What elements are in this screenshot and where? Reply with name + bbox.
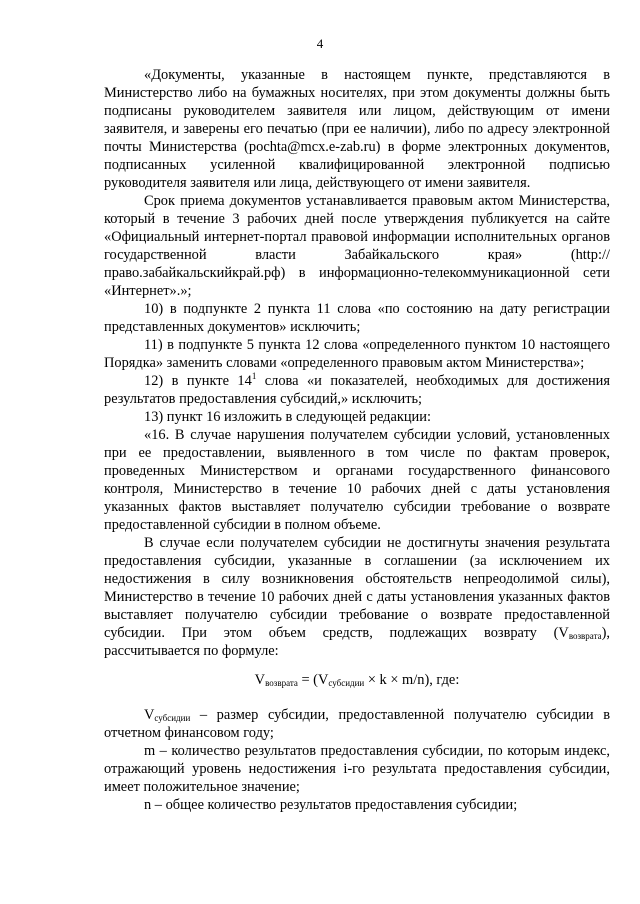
paragraph-item-12-superscript: 1 bbox=[251, 371, 257, 381]
definition-v-text: – размер субсидии, предоставленной получателю субсидии в отчетном финансовом году; bbox=[104, 707, 610, 741]
refund-formula bbox=[104, 671, 610, 689]
paragraph-documents-submission: «Документы, указанные в настоящем пункте, представляются в Министерство либо на бумажных носителях, при этом документы должны быть подписаны руководителем заявителя или лицом, действующим от имени заявителя, и заверены его печатью (при ее наличии), либо по адресу электронной почты Министерства (pochta@mcx.e-zab.ru) в форме электронных документов, подписанных усиленной квалифицированной электронной подписью руководителя заявителя или лица, действующего от имени заявителя. bbox=[104, 67, 610, 191]
paragraph-16-targets-text-b: ), рассчитывается по формуле: bbox=[104, 625, 610, 659]
formula-eq-open: = (V bbox=[297, 672, 329, 688]
formula-lhs-subscript: возврата bbox=[265, 678, 298, 688]
paragraph-item-11: 11) в подпункте 5 пункта 12 слова «определенного пунктом 10 настоящего Порядка» заменить словами «определенного правовым актом Министерства»; bbox=[104, 337, 610, 371]
definition-n: n – общее количество результатов предоставления субсидии; bbox=[144, 797, 518, 813]
paragraph-acceptance-period: Срок приема документов устанавливается правовым актом Министерства, который в течение 3 рабочих дней после утверждения публикуется на сайте «Официальный интернет-портал правовой информации исполнительных органов государственной власти Забайкальского края» (http://право.забайкальскийкрай.рф) в информационно-телекоммуникационной сети «Интернет».»; bbox=[104, 193, 610, 299]
paragraph-16-violation: «16. В случае нарушения получателем субсидии условий, установленных при ее предоставлении, выявленного в том числе по фактам проверок, проведенных Министерством и органами государственного финансового контроля, Министерство в течение 10 рабочих дней с даты установления указанных фактов выставляет получателю субсидии требование о возврате предоставленной субсидии в полном объеме. bbox=[104, 427, 610, 533]
definition-m: m – количество результатов предоставления субсидии, по которым индекс, отражающий уровень недостижения i-го результата предоставления субсидии, имеет положительное значение; bbox=[104, 743, 610, 795]
formula-rhs-subscript: субсидии bbox=[328, 678, 365, 688]
paragraph-16-targets-text-a: В случае если получателем субсидии не достигнуты значения результата предоставления субсидии, указанные в соглашении (за исключением их недостижения в силу возникновения обстоятельств непреодолимой силы), Министерство в течение 10 рабочих дней с даты установления указанных фактов выставляет получателю субсидии требование о возврате предоставленной субсидии. При этом объем средств, подлежащих возврату (V bbox=[104, 535, 610, 641]
page-number: 4 bbox=[316, 36, 324, 51]
paragraph-item-10: 10) в подпункте 2 пункта 11 слова «по состоянию на дату регистрации представленных документов» исключить; bbox=[104, 301, 610, 335]
paragraph-item-12-text-b: слова «и показателей, необходимых для достижения результатов предоставления субсидий,» исключить; bbox=[104, 373, 610, 407]
definition-v-subscript: субсидии bbox=[154, 713, 191, 723]
paragraph-item-12 bbox=[104, 372, 610, 408]
paragraph-item-12-text-a: 12) в пункте 14 bbox=[144, 373, 252, 389]
definition-v-subsidy bbox=[104, 706, 610, 742]
formula-rhs-tail: × k × m/n), где: bbox=[364, 672, 460, 688]
formula-lhs-v: V bbox=[254, 672, 266, 688]
paragraph-16-targets bbox=[104, 534, 610, 660]
document-body bbox=[104, 66, 610, 814]
paragraph-16-targets-subscript: возврата bbox=[568, 631, 602, 641]
definition-v-symbol: V bbox=[144, 707, 155, 723]
paragraph-item-13: 13) пункт 16 изложить в следующей редакции: bbox=[144, 409, 431, 425]
